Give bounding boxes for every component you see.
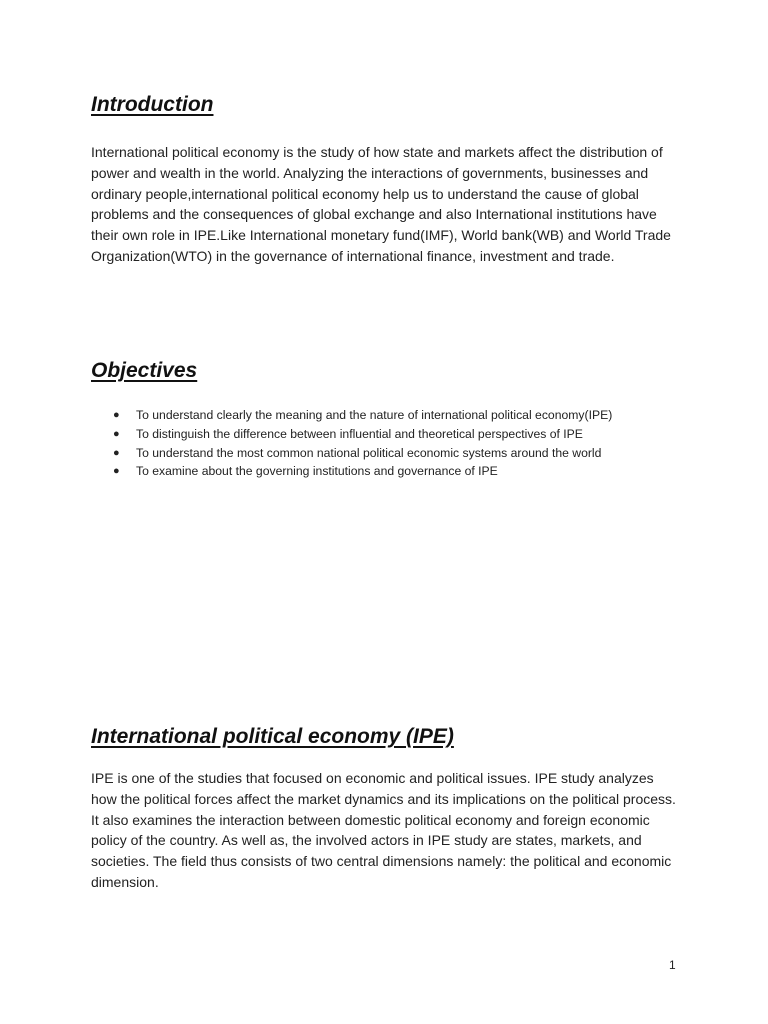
- bullet-icon: ●: [113, 409, 120, 421]
- list-item-text: To understand clearly the meaning and the nature of international political economy(IPE): [136, 408, 613, 422]
- ipe-paragraph: IPE is one of the studies that focused on economic and political issues. IPE study analyzes how the political forces affect the market dynamics and its implications on the political process. It also examines the interaction between domestic political economy and foreign economic policy of the country. As well as, the involved actors in IPE study are states, markets, and societies. The field thus consists of two central dimensions namely: the political and economic dimension.: [91, 770, 676, 890]
- page-number: 1: [669, 958, 676, 972]
- list-item-text: To distinguish the difference between influential and theoretical perspectives of IPE: [136, 426, 583, 441]
- bullet-icon: ●: [113, 465, 120, 478]
- list-item: [91, 444, 691, 463]
- introduction-paragraph: International political economy is the study of how state and markets affect the distribution of power and wealth in the world. Analyzing the interactions of governments, businesses and ordinary people,international political economy help us to understand the cause of global problems and the consequences of global exchange and also International institutions have their own role in IPE.Like International monetary fund(IMF), World bank(WB) and World Trade Organization(WTO) in the governance of international finance, investment and trade.: [91, 144, 671, 264]
- list-item: [91, 406, 691, 425]
- objectives-list: [91, 406, 691, 481]
- ipe-heading: International political economy (IPE): [91, 725, 454, 748]
- list-item: [91, 462, 691, 481]
- list-item: [91, 425, 691, 444]
- list-item-text: To understand the most common national political economic systems around the world: [136, 445, 602, 460]
- introduction-heading: Introduction: [91, 93, 214, 116]
- list-item-text: To examine about the governing institutions and governance of IPE: [136, 464, 498, 479]
- bullet-icon: ●: [113, 446, 120, 459]
- bullet-icon: ●: [113, 427, 120, 440]
- objectives-heading: Objectives: [91, 359, 198, 382]
